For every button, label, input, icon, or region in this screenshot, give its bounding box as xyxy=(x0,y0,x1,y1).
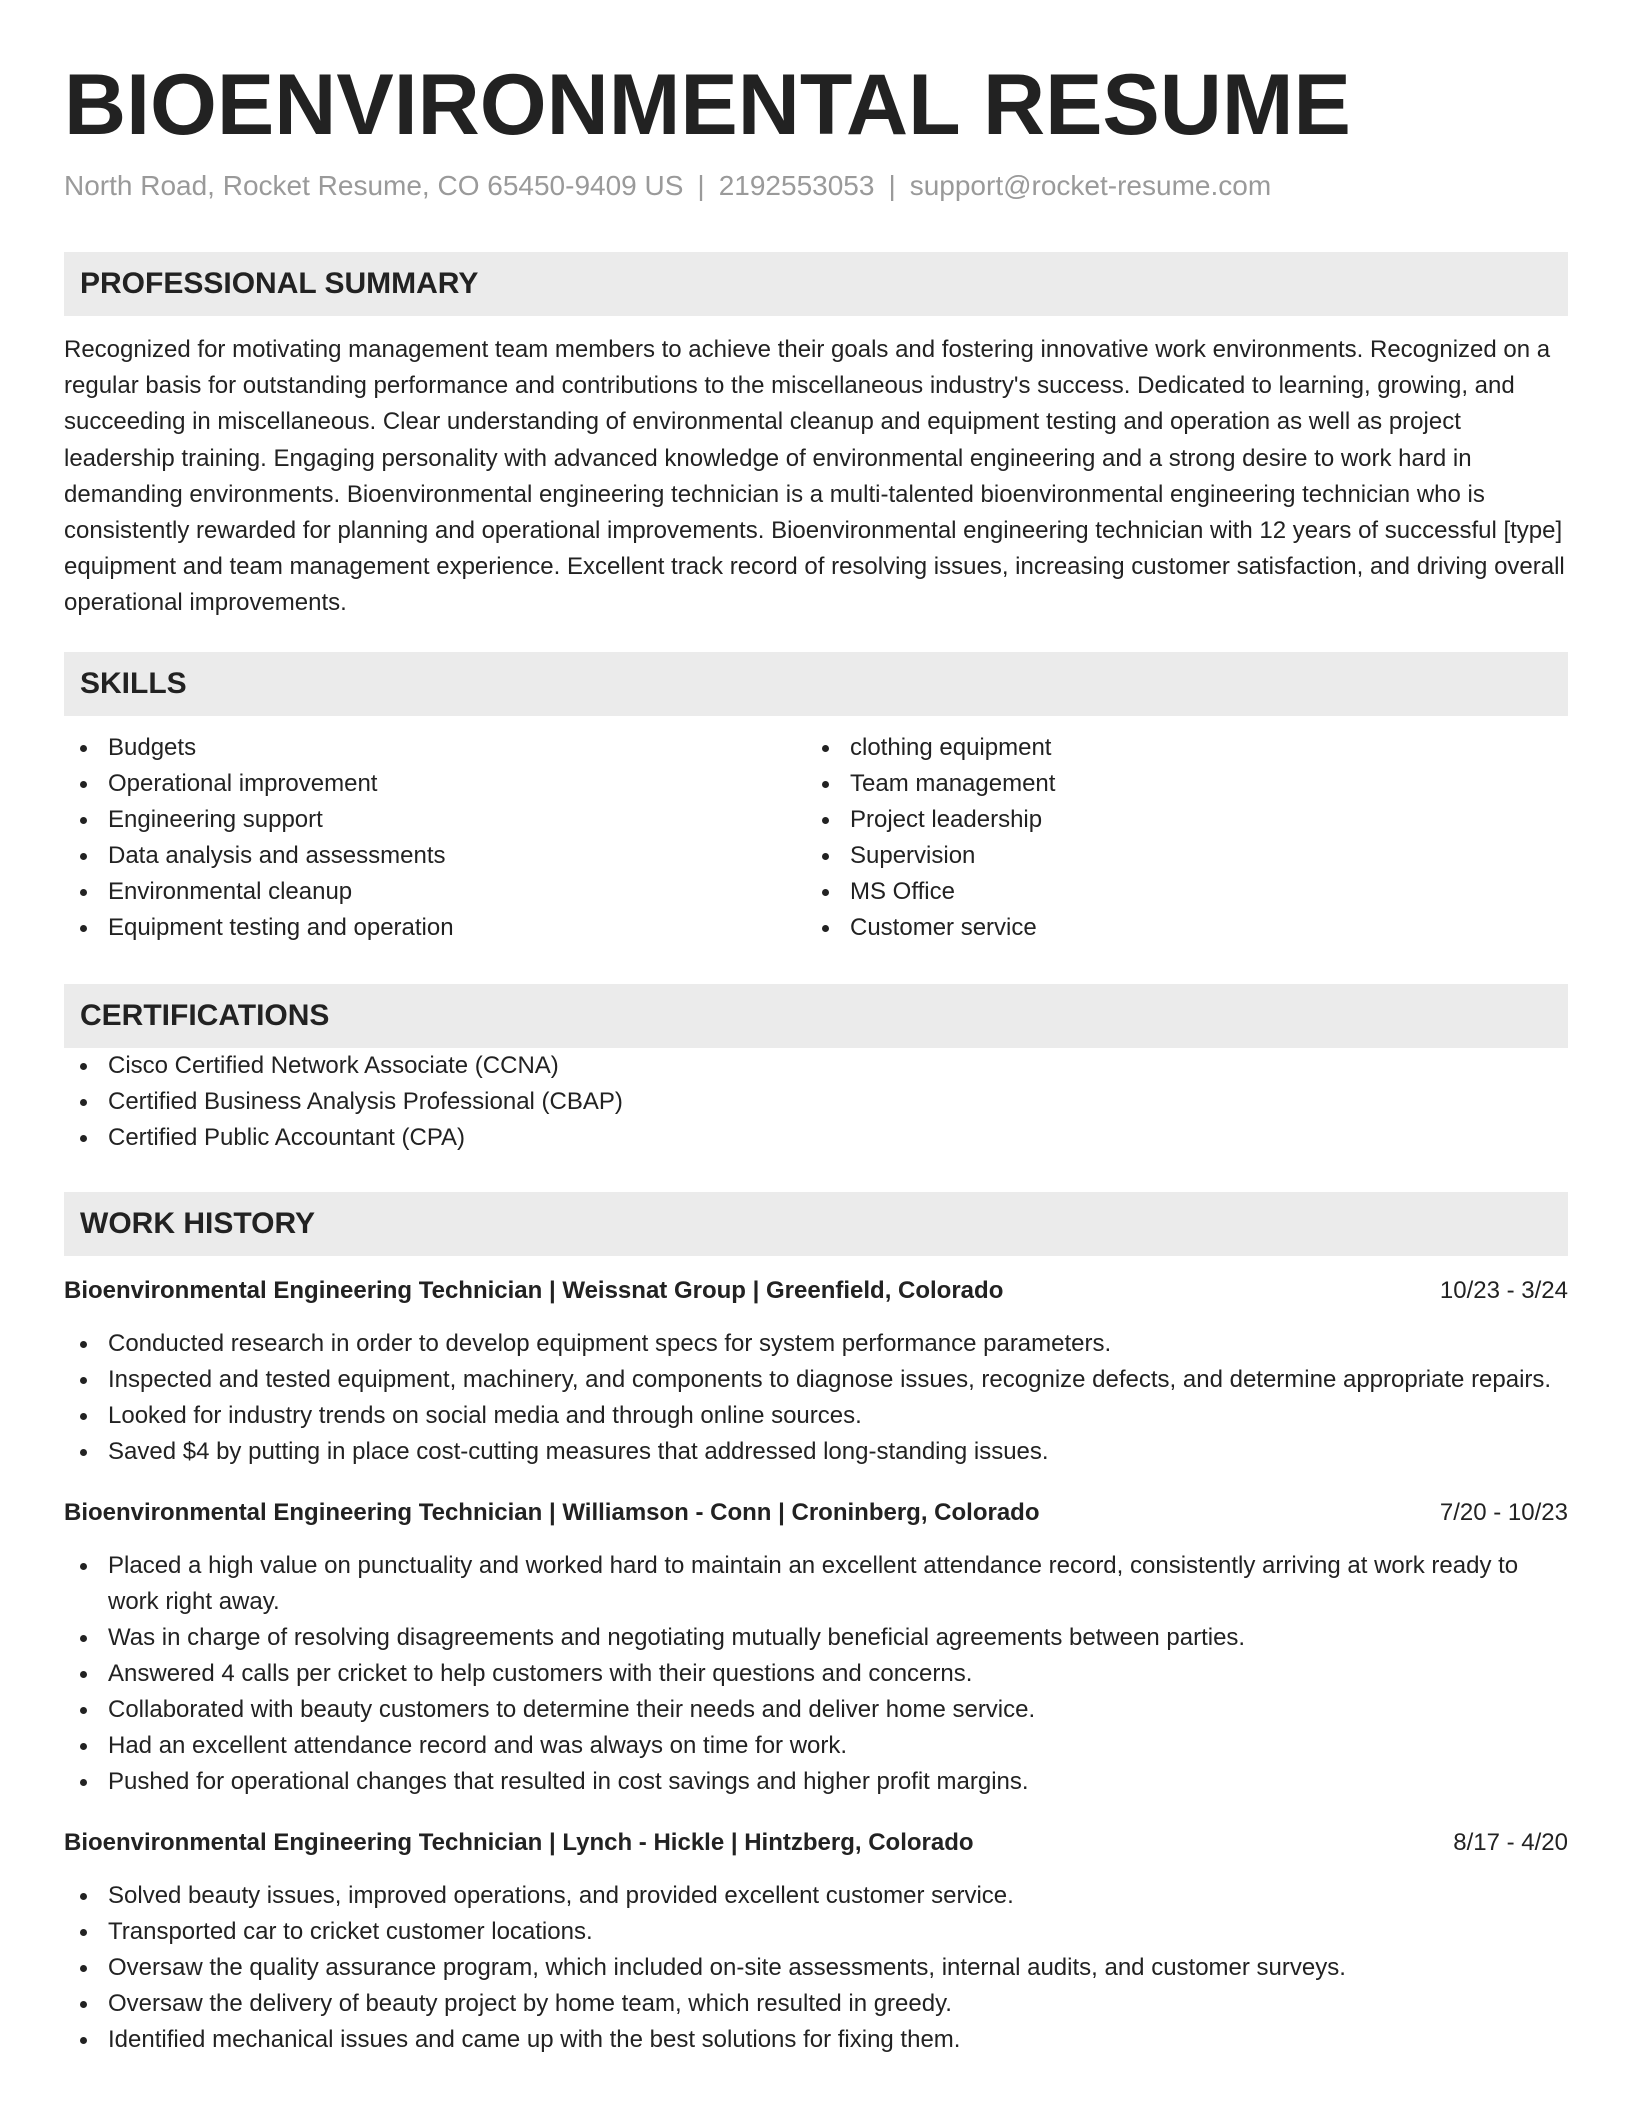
section-header-work-history: WORK HISTORY xyxy=(64,1192,1568,1256)
skill-item: Data analysis and assessments xyxy=(64,838,806,874)
skill-item: MS Office xyxy=(806,874,1548,910)
contact-line xyxy=(64,168,1568,204)
certifications-list xyxy=(64,1048,1568,1156)
job-heading xyxy=(64,1274,1568,1308)
skill-item: Operational improvement xyxy=(64,766,806,802)
contact-phone: 2192553053 xyxy=(718,170,875,201)
job-bullets xyxy=(64,1548,1568,1800)
job-bullet: Was in charge of resolving disagreements and negotiating mutually beneficial agreements between parties. xyxy=(64,1620,1568,1656)
skills-column-left xyxy=(64,730,806,946)
skills-list-left xyxy=(64,730,806,946)
job-bullets xyxy=(64,1326,1568,1470)
contact-address: North Road, Rocket Resume, CO 65450-9409 US xyxy=(64,170,684,201)
job-bullet: Conducted research in order to develop equipment specs for system performance parameters. xyxy=(64,1326,1568,1362)
skills-list-right xyxy=(806,730,1548,946)
contact-separator: | xyxy=(697,170,705,201)
job-bullet: Identified mechanical issues and came up with the best solutions for fixing them. xyxy=(64,2022,1568,2058)
job-bullet: Saved $4 by putting in place cost-cutting measures that addressed long-standing issues. xyxy=(64,1434,1568,1470)
job-title: Bioenvironmental Engineering Technician | Weissnat Group | Greenfield, Colorado xyxy=(64,1276,1004,1304)
job-entry xyxy=(64,1496,1568,1800)
skill-item: Project leadership xyxy=(806,802,1548,838)
job-bullet: Looked for industry trends on social media and through online sources. xyxy=(64,1398,1568,1434)
job-bullet: Oversaw the delivery of beauty project by home team, which resulted in greedy. xyxy=(64,1986,1568,2022)
certification-item: Certified Business Analysis Professional (CBAP) xyxy=(64,1084,1568,1120)
job-bullet: Had an excellent attendance record and was always on time for work. xyxy=(64,1728,1568,1764)
section-header-summary: PROFESSIONAL SUMMARY xyxy=(64,252,1568,316)
job-bullet: Answered 4 calls per cricket to help customers with their questions and concerns. xyxy=(64,1656,1568,1692)
job-bullets xyxy=(64,1878,1568,2058)
job-entry xyxy=(64,1826,1568,2058)
job-bullet: Solved beauty issues, improved operations, and provided excellent customer service. xyxy=(64,1878,1568,1914)
job-bullet: Collaborated with beauty customers to determine their needs and deliver home service. xyxy=(64,1692,1568,1728)
job-title: Bioenvironmental Engineering Technician | Lynch - Hickle | Hintzberg, Colorado xyxy=(64,1828,974,1856)
job-bullet: Transported car to cricket customer locations. xyxy=(64,1914,1568,1950)
skill-item: Supervision xyxy=(806,838,1548,874)
job-heading xyxy=(64,1496,1568,1530)
job-bullet: Oversaw the quality assurance program, which included on-site assessments, internal audits, and customer surveys. xyxy=(64,1950,1568,1986)
job-bullet: Inspected and tested equipment, machinery, and components to diagnose issues, recognize defects, and determine appropriate repairs. xyxy=(64,1362,1568,1398)
job-dates: 7/20 - 10/23 xyxy=(1439,1498,1568,1526)
job-title: Bioenvironmental Engineering Technician | Williamson - Conn | Croninberg, Colorado xyxy=(64,1498,1040,1526)
skill-item: Customer service xyxy=(806,910,1548,946)
resume-title: BIOENVIRONMENTAL RESUME xyxy=(64,57,1351,153)
certification-item: Cisco Certified Network Associate (CCNA) xyxy=(64,1048,1568,1084)
skill-item: Team management xyxy=(806,766,1548,802)
section-header-skills: SKILLS xyxy=(64,652,1568,716)
skill-item: clothing equipment xyxy=(806,730,1548,766)
skill-item: Environmental cleanup xyxy=(64,874,806,910)
section-header-certifications: CERTIFICATIONS xyxy=(64,984,1568,1048)
skills-column-right xyxy=(806,730,1548,946)
skill-item: Budgets xyxy=(64,730,806,766)
job-heading xyxy=(64,1826,1568,1860)
skill-item: Engineering support xyxy=(64,802,806,838)
job-entry xyxy=(64,1274,1568,1470)
job-bullet: Placed a high value on punctuality and worked hard to maintain an excellent attendance record, consistently arriving at work ready to work right away. xyxy=(64,1548,1568,1620)
contact-separator: | xyxy=(888,170,896,201)
job-dates: 10/23 - 3/24 xyxy=(1439,1276,1568,1304)
resume-page xyxy=(64,0,1568,2058)
job-bullet: Pushed for operational changes that resulted in cost savings and higher profit margins. xyxy=(64,1764,1568,1800)
skill-item: Equipment testing and operation xyxy=(64,910,806,946)
certification-item: Certified Public Accountant (CPA) xyxy=(64,1120,1568,1156)
contact-email: support@rocket-resume.com xyxy=(909,170,1272,201)
skills-columns xyxy=(64,730,1568,946)
job-dates: 8/17 - 4/20 xyxy=(1453,1828,1568,1856)
summary-text: Recognized for motivating management team members to achieve their goals and fostering innovative work environments. Recognized on a regular basis for outstanding performance and contributions to the miscellaneous industry's success. Dedicated to learning, growing, and succeeding in miscellaneous. Clear understanding of environmental cleanup and equipment testing and operation as well as project leadership training. Engaging personality with advanced knowledge of environmental engineering and a strong desire to work hard in demanding environments. Bioenvironmental engineering technician is a multi-talented bioenvironmental engineering technician who is consistently rewarded for planning and operational improvements. Bioenvironmental engineering technician with 12 years of successful [type] equipment and team management experience. Excellent track record of resolving issues, increasing customer satisfaction, and driving overall operational improvements. xyxy=(64,336,1565,617)
